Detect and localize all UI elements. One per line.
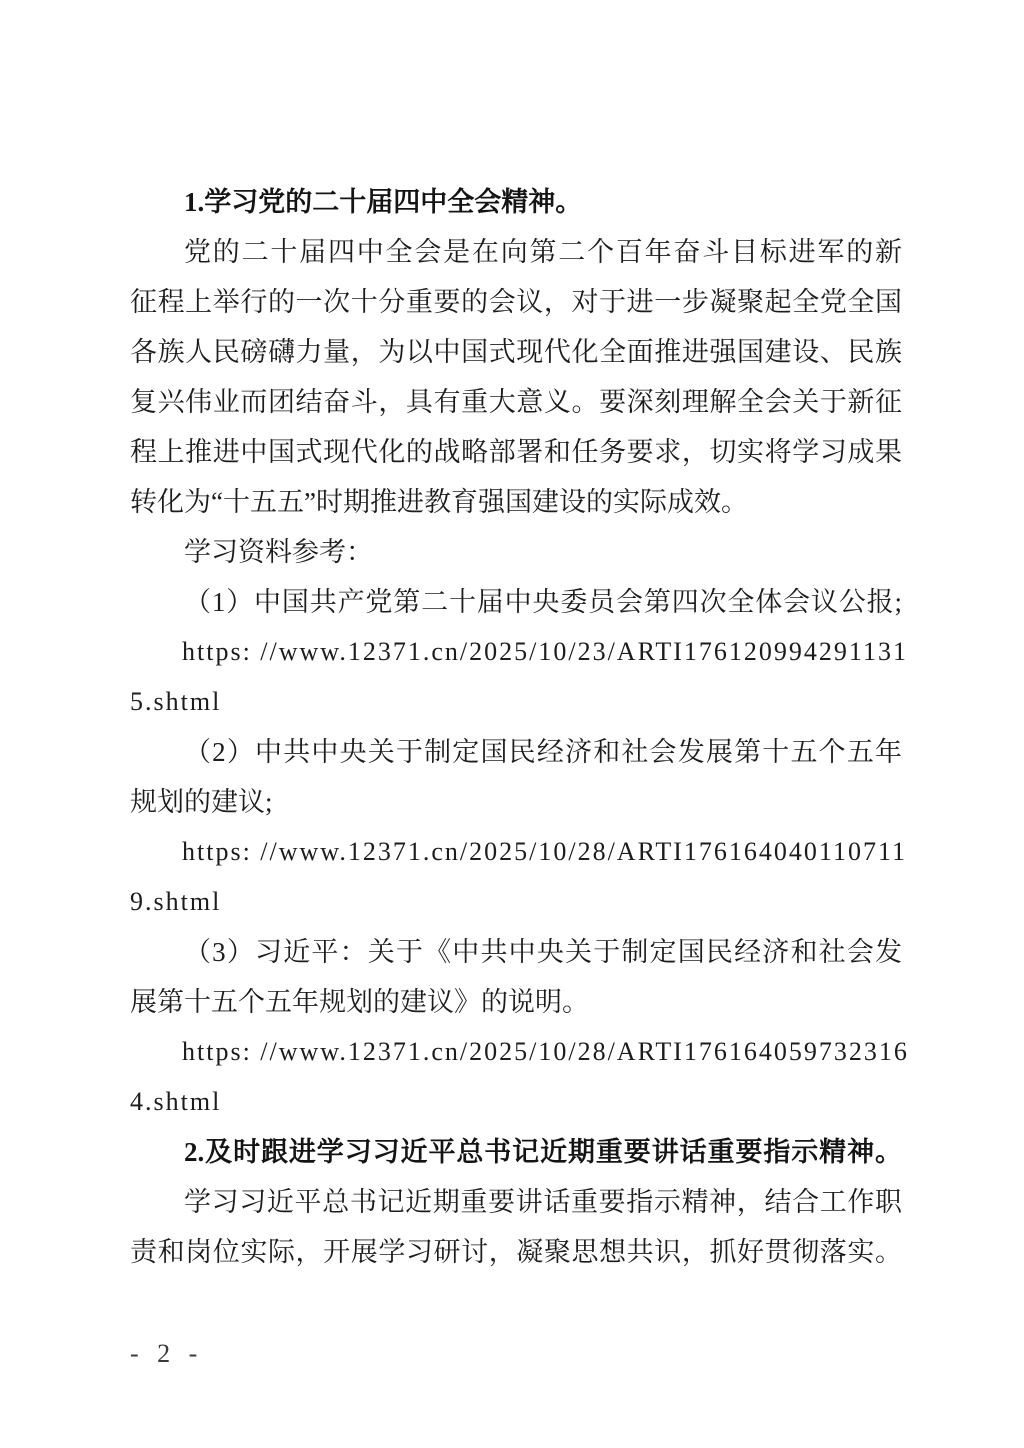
reference-item-1: （1）中国共产党第二十届中央委员会第四次全体会议公报;	[184, 587, 902, 617]
document-body	[130, 177, 909, 1277]
page-number: - 2 -	[130, 1339, 204, 1368]
url-line: 4.shtml	[130, 1087, 222, 1116]
body-line: 转化为“十五五”时期推进教育强国建设的实际成效。	[130, 487, 748, 517]
url-line: https: //www.12371.cn/2025/10/28/ARTI176164059732316	[182, 1037, 909, 1066]
url-line: 5.shtml	[130, 687, 222, 716]
body-line: 各族人民磅礴力量，为以中国式现代化全面推进强国建设、民族	[130, 337, 902, 367]
body-line: 征程上举行的一次十分重要的会议，对于进一步凝聚起全党全国	[130, 287, 902, 317]
body-line: 党的二十届四中全会是在向第二个百年奋斗目标进军的新	[184, 237, 902, 267]
reference-item-3: （3）习近平：关于《中共中央关于制定国民经济和社会发	[184, 937, 902, 967]
body-line: 责和岗位实际，开展学习研讨，凝聚思想共识，抓好贯彻落实。	[130, 1237, 902, 1267]
body-line: 学习习近平总书记近期重要讲话重要指示精神，结合工作职	[184, 1187, 902, 1217]
heading-section-2: 2.及时跟进学习习近平总书记近期重要讲话重要指示精神。	[184, 1137, 902, 1167]
body-line: 展第十五个五年规划的建议》的说明。	[130, 987, 589, 1017]
heading-section-1: 1.学习党的二十届四中全会精神。	[184, 187, 583, 217]
body-line: 程上推进中国式现代化的战略部署和任务要求，切实将学习成果	[130, 437, 902, 467]
url-line: https: //www.12371.cn/2025/10/23/ARTI176120994291131	[182, 637, 908, 666]
body-line: 规划的建议;	[130, 787, 273, 817]
url-line: 9.shtml	[130, 887, 222, 916]
url-line: https: //www.12371.cn/2025/10/28/ARTI176164040110711	[182, 837, 907, 866]
reference-item-2: （2）中共中央关于制定国民经济和社会发展第十五个五年	[184, 737, 902, 767]
body-line: 复兴伟业而团结奋斗，具有重大意义。要深刻理解全会关于新征	[130, 387, 902, 417]
body-line: 学习资料参考：	[184, 537, 373, 567]
